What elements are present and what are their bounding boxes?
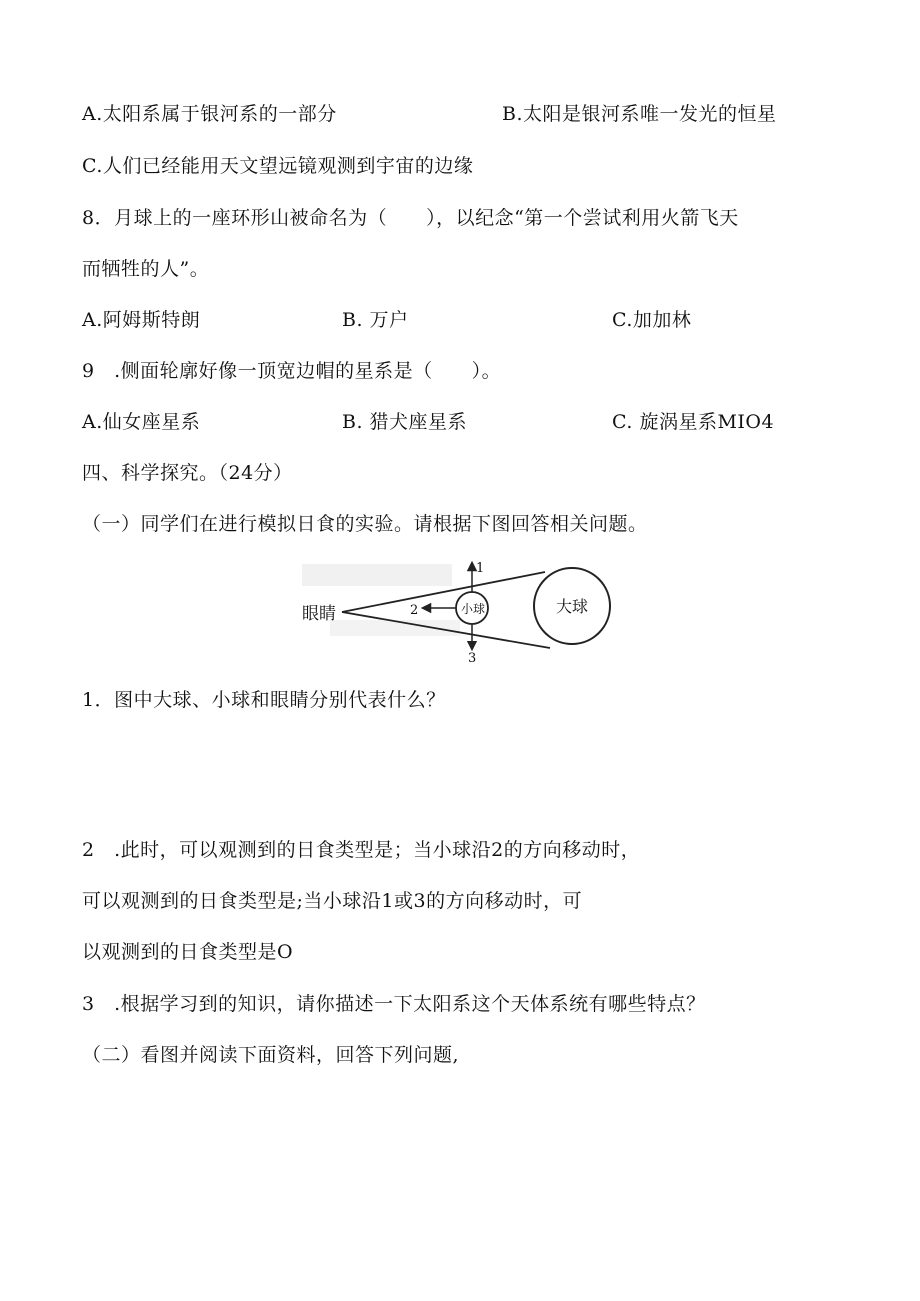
- q8-stem-line1: 8．月球上的一座环形山被命名为（ ），以纪念“第一个尝试利用火箭飞天: [82, 207, 739, 229]
- solar-eclipse-diagram: [300, 558, 620, 668]
- part1-intro: （一）同学们在进行模拟日食的实验。请根据下图回答相关问题。: [82, 513, 648, 535]
- small-ball-label: 小球: [461, 602, 486, 616]
- q8-option-b: B. 万户: [342, 309, 409, 331]
- q9-option-c: C. 旋涡星系MIO4: [612, 411, 775, 433]
- q7-option-a: A.太阳系属于银河系的一部分: [82, 103, 337, 125]
- part1-question-1: 1．图中大球、小球和眼睛分别代表什么？: [82, 689, 446, 711]
- q7-option-c: C.人们已经能用天文望远镜观测到宇宙的边缘: [82, 155, 474, 177]
- arrow-1-label: 1: [476, 561, 485, 576]
- arrow-3-label: 3: [468, 651, 477, 666]
- eye-label: 眼睛: [302, 604, 336, 624]
- arrow-2-label: 2: [410, 603, 419, 618]
- part2-intro: （二）看图并阅读下面资料，回答下列问题,: [82, 1044, 460, 1066]
- scan-smudge-bottom: [330, 620, 460, 636]
- q9-stem: 9 .侧面轮廓好像一顶宽边帽的星系是（ ）。: [82, 360, 502, 382]
- q9-option-a: A.仙女座星系: [82, 411, 201, 433]
- part1-question-2-line2: 可以观测到的日食类型是;当小球沿1或3的方向移动时，可: [82, 890, 583, 912]
- q9-option-b: B. 猎犬座星系: [342, 411, 468, 433]
- q8-option-c: C.加加林: [612, 309, 692, 331]
- q8-option-a: A.阿姆斯特朗: [82, 309, 201, 331]
- part1-question-3: 3 .根据学习到的知识，请你描述一下太阳系这个天体系统有哪些特点？: [82, 993, 706, 1015]
- part1-question-2-line1: 2 .此时，可以观测到的日食类型是；当小球沿2的方向移动时，: [82, 839, 641, 861]
- q8-stem-line2: 而牺牲的人”。: [82, 258, 210, 280]
- scan-smudge-top: [302, 564, 452, 586]
- section4-title: 四、科学探究。（24分）: [82, 462, 293, 484]
- part1-question-2-line3: 以观测到的日食类型是O: [82, 941, 294, 963]
- big-ball-label: 大球: [556, 597, 589, 616]
- eclipse-diagram-svg: [300, 558, 620, 668]
- q7-option-b: B.太阳是银河系唯一发光的恒星: [502, 103, 777, 125]
